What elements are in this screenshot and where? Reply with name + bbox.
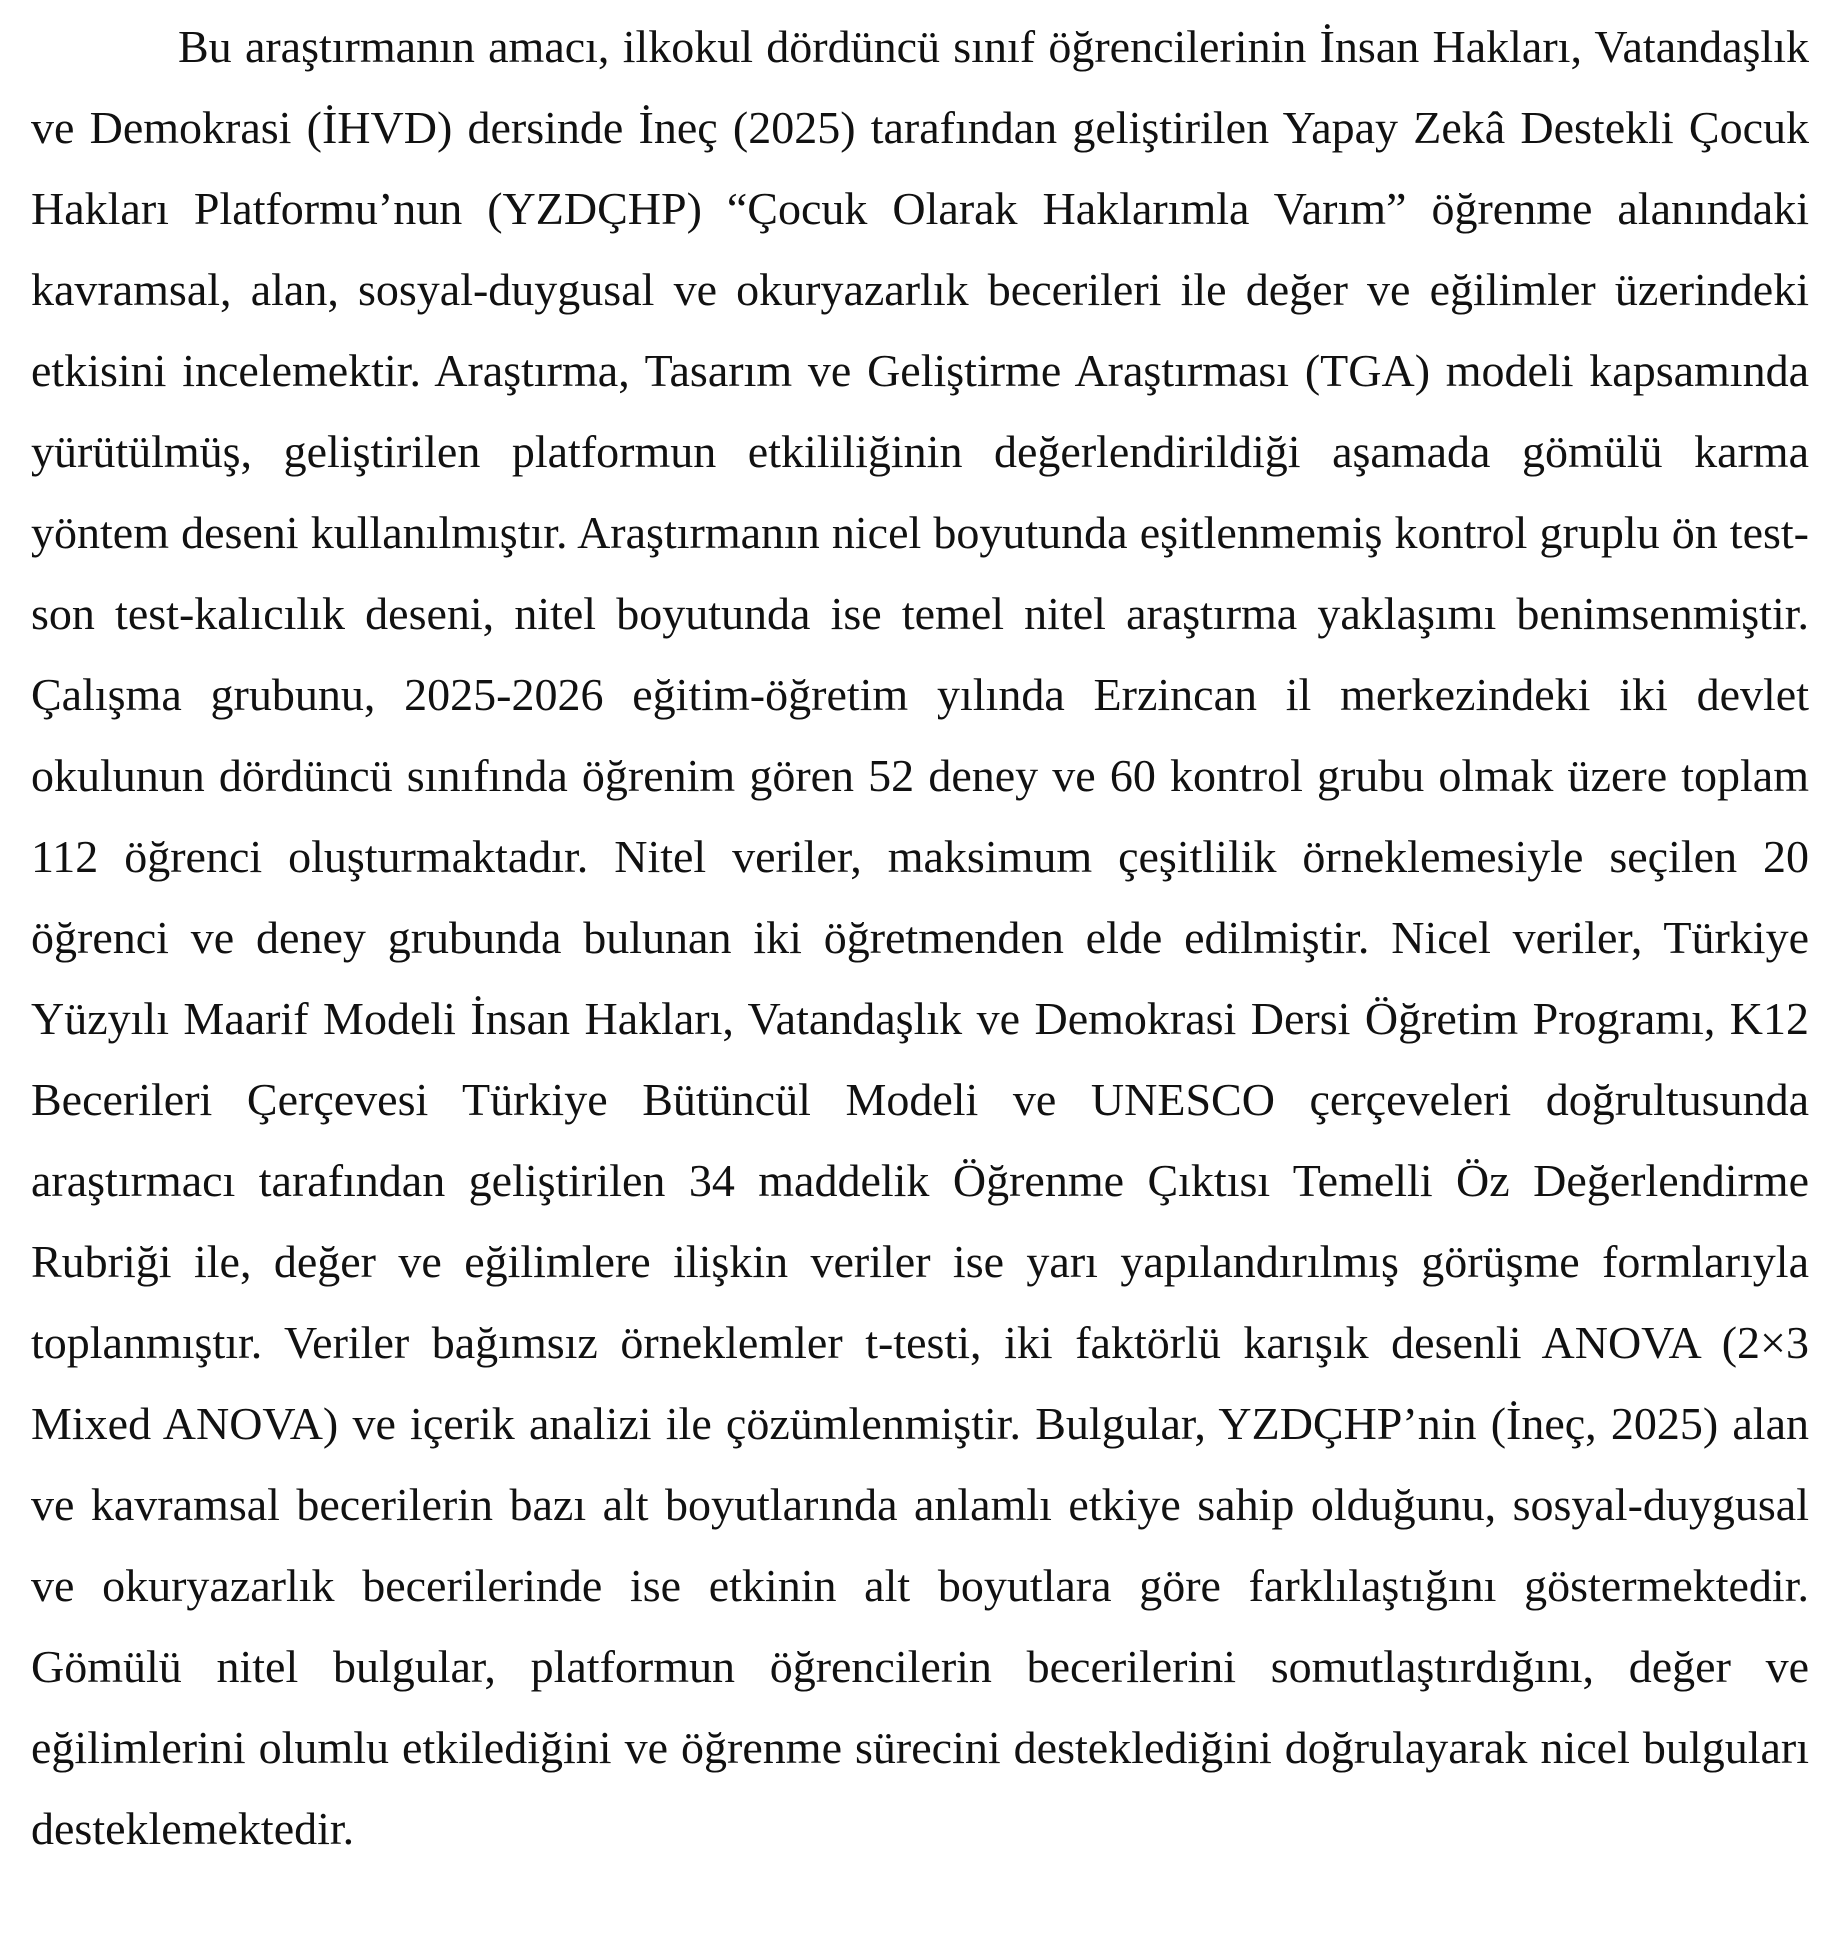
abstract-paragraph: Bu araştırmanın amacı, ilkokul dördüncü sınıf öğrencilerinin İnsan Hakları, Vatandaşlık ve Demokrasi (İHVD) dersinde İneç (2025) tarafından geliştirilen Yapay Zekâ Destekli Çocuk Hakları Platformu’nun (YZDÇHP) “Çocuk Olarak Haklarımla Varım” öğrenme alanındaki kavramsal, alan, sosyal-duygusal ve okuryazarlık becerileri ile değer ve eğilimler üzerindeki etkisini incelemektir. Araştırma, Tasarım ve Geliştirme Araştırması (TGA) modeli kapsamında yürütülmüş, geliştirilen platformun etkililiğinin değerlendirildiği aşamada gömülü karma yöntem deseni kullanılmıştır. Araştırmanın nicel boyutunda eşitlenmemiş kontrol gruplu ön test-son test-kalıcılık deseni, nitel boyutunda ise temel nitel araştırma yaklaşımı benimsenmiştir. Çalışma grubunu, 2025-2026 eğitim-öğretim yılında Erzincan il merkezindeki iki devlet okulunun dördüncü sınıfında öğrenim gören 52 deney ve 60 kontrol grubu olmak üzere toplam 112 öğrenci oluşturmaktadır. Nitel veriler, maksimum çeşitlilik örneklemesiyle seçilen 20 öğrenci ve deney grubunda bulunan iki öğretmenden elde edilmiştir. Nicel veriler, Türkiye Yüzyılı Maarif Modeli İnsan Hakları, Vatandaşlık ve Demokrasi Dersi Öğretim Programı, K12 Becerileri Çerçevesi Türkiye Bütüncül Modeli ve UNESCO çerçeveleri doğrultusunda araştırmacı tarafından geliştirilen 34 maddelik Öğrenme Çıktısı Temelli Öz Değerlendirme Rubriği ile, değer ve eğilimlere ilişkin veriler ise yarı yapılandırılmış görüşme formlarıyla toplanmıştır. Veriler bağımsız örneklemler t-testi, iki faktörlü karışık desenli ANOVA (2×3 Mixed ANOVA) ve içerik analizi ile çözümlenmiştir. Bulgular, YZDÇHP’nin (İneç, 2025) alan ve kavramsal becerilerin bazı alt boyutlarında anlamlı etkiye sahip olduğunu, sosyal-duygusal ve okuryazarlık becerilerinde ise etkinin alt boyutlara göre farklılaştığını göstermektedir. Gömülü nitel bulgular, platformun öğrencilerin becerilerini somutlaştırdığını, değer ve eğilimlerini olumlu etkilediğini ve öğrenme sürecini desteklediğini doğrulayarak nicel bulguları desteklemektedir. <box>31 21 1809 1854</box>
